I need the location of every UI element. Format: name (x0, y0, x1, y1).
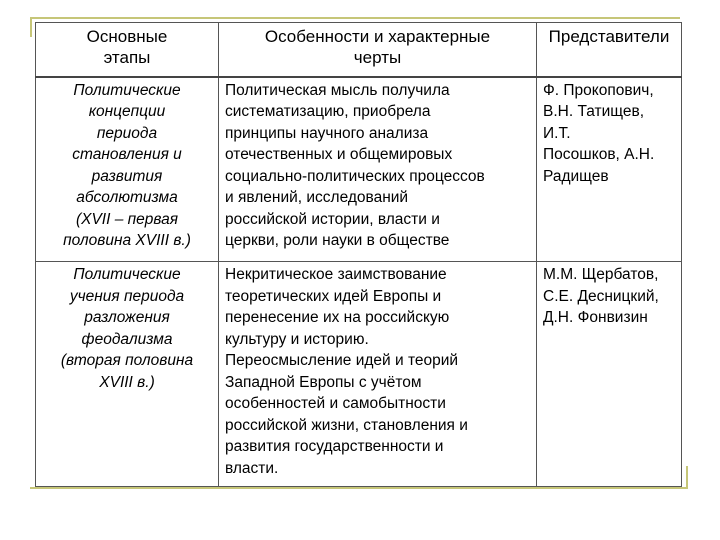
header-representatives: Представители (537, 23, 682, 77)
representatives-cell: Ф. Прокопович, В.Н. Татищев, И.Т. Посошков, А.Н. Радищев (537, 77, 682, 262)
stage-title: Политические учения периода разложения феодализма (69, 266, 185, 348)
header-features: Особенности и характерные черты (219, 23, 537, 77)
representatives-cell: М.М. Щербатов, С.Е. Десницкий, Д.Н. Фонвизин (537, 262, 682, 487)
features-cell: Политическая мысль получила систематизацию, приобрела принципы научного анализа отечественных и общемировых социально-политических процессов и явлений, исследований российской истории, власти и церкви, роли науки в обществе (219, 77, 537, 262)
stage-period: (вторая половина XVIII в.) (60, 352, 194, 391)
table-header-row (36, 23, 682, 77)
decorative-line-left (30, 17, 32, 37)
table-row (36, 77, 682, 262)
header-stages: Основные этапы (36, 23, 219, 77)
stages-table (35, 22, 682, 487)
decorative-line-right (686, 466, 688, 488)
stage-cell (36, 77, 219, 262)
features-cell (219, 262, 537, 487)
stage-period: (XVII – первая половина XVIII в.) (63, 210, 191, 249)
features-paragraph: Некритическое заимствование теоретических идей Европы и перенесение их на российскую культуру и историю. (225, 266, 450, 348)
table-row (36, 262, 682, 487)
stage-cell (36, 262, 219, 487)
stage-title: Политические концепции периода становления и развития абсолютизма (72, 81, 182, 206)
features-paragraph: Переосмысление идей и теорий Западной Европы с учётом особенностей и самобытности российской жизни, становления и развития государственности и власти. (225, 352, 468, 477)
decorative-line-top (30, 17, 680, 19)
decorative-line-bottom (30, 487, 688, 489)
